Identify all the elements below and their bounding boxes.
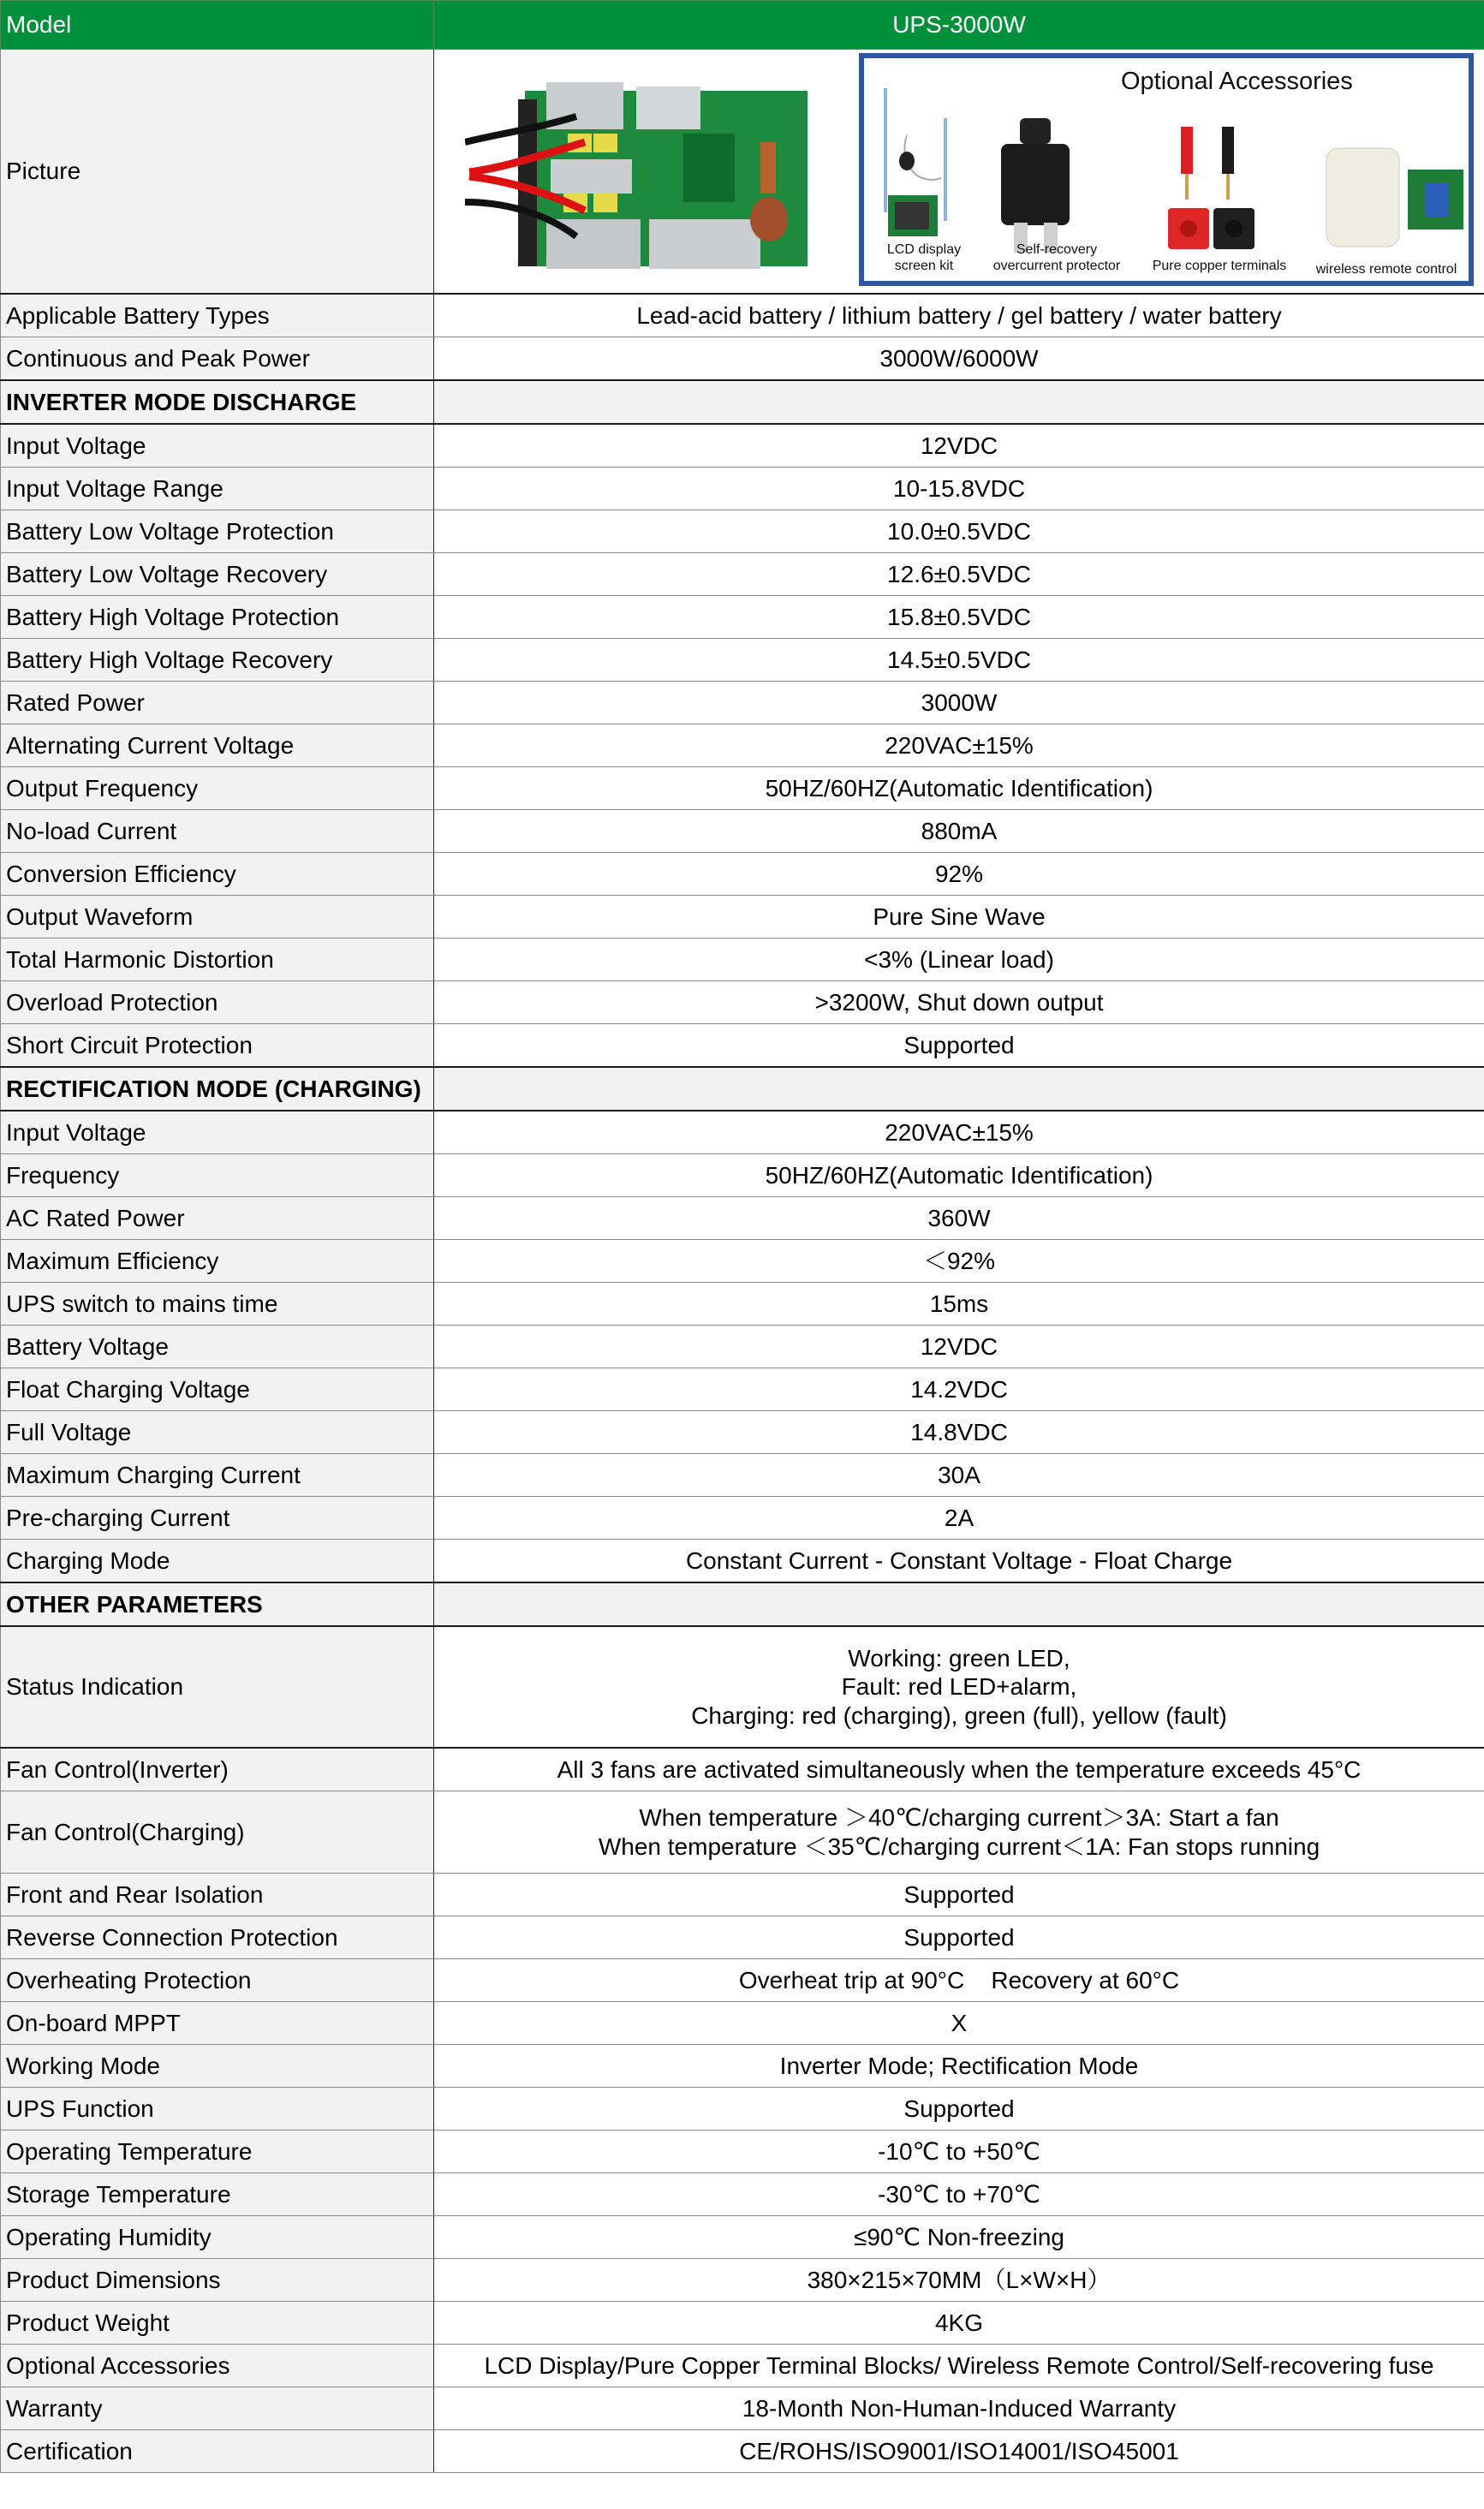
spec-row: [1, 853, 1484, 896]
section-inverter-mode-blank: [434, 380, 1484, 424]
spec-row: [1, 810, 1484, 853]
spec-row: [1, 2387, 1484, 2430]
product-dimensions-value: 380×215×70MM（L×W×H）: [434, 2259, 1484, 2302]
overheating-protection-value: Overheat trip at 90°C Recovery at 60°C: [434, 1959, 1484, 2002]
alternating-current-voltage-value: 220VAC±15%: [434, 724, 1484, 767]
rated-power-label: Rated Power: [1, 682, 434, 724]
section-rectification-mode: [1, 1067, 1484, 1111]
storage-temperature-value: -30℃ to +70℃: [434, 2173, 1484, 2216]
ac-rated-power-label: AC Rated Power: [1, 1197, 434, 1240]
output-waveform-value: Pure Sine Wave: [434, 896, 1484, 939]
battery-high-voltage-protection-label: Battery High Voltage Protection: [1, 596, 434, 639]
spec-row: [1, 2302, 1484, 2345]
battery-low-voltage-recovery-label: Battery Low Voltage Recovery: [1, 553, 434, 596]
ups-function-label: UPS Function: [1, 2088, 434, 2131]
warranty-value: 18-Month Non-Human-Induced Warranty: [434, 2387, 1484, 2430]
input-voltage-range-label: Input Voltage Range: [1, 468, 434, 510]
fan-control-charging-value: [434, 1791, 1484, 1874]
spec-row: [1, 1368, 1484, 1411]
front-and-rear-isolation-value: Supported: [434, 1874, 1484, 1916]
spec-row: [1, 639, 1484, 682]
spec-row: [1, 1959, 1484, 2002]
ups-function-value: Supported: [434, 2088, 1484, 2131]
certification-value: CE/ROHS/ISO9001/ISO14001/ISO45001: [434, 2430, 1484, 2473]
continuous-and-peak-power-value: 3000W/6000W: [434, 337, 1484, 381]
fan-control-charging-row: [1, 1791, 1484, 1874]
spec-row: [1, 1197, 1484, 1240]
output-frequency-value: 50HZ/60HZ(Automatic Identification): [434, 767, 1484, 810]
input-voltage-label: Input Voltage: [1, 1111, 434, 1154]
pre-charging-current-value: 2A: [434, 1497, 1484, 1540]
battery-high-voltage-recovery-value: 14.5±0.5VDC: [434, 639, 1484, 682]
input-voltage-range-value: 10-15.8VDC: [434, 468, 1484, 510]
spec-row: [1, 2131, 1484, 2173]
ac-rated-power-value: 360W: [434, 1197, 1484, 1240]
spec-row: [1, 1024, 1484, 1068]
continuous-and-peak-power-label: Continuous and Peak Power: [1, 337, 434, 381]
short-circuit-protection-label: Short Circuit Protection: [1, 1024, 434, 1068]
battery-high-voltage-recovery-label: Battery High Voltage Recovery: [1, 639, 434, 682]
warranty-label: Warranty: [1, 2387, 434, 2430]
spec-row: [1, 1454, 1484, 1497]
alternating-current-voltage-label: Alternating Current Voltage: [1, 724, 434, 767]
fan-control-charging-label: Fan Control(Charging): [1, 1791, 434, 1874]
battery-voltage-label: Battery Voltage: [1, 1326, 434, 1368]
spec-row: [1, 337, 1484, 381]
rated-power-value: 3000W: [434, 682, 1484, 724]
maximum-charging-current-value: 30A: [434, 1454, 1484, 1497]
storage-temperature-label: Storage Temperature: [1, 2173, 434, 2216]
front-and-rear-isolation-label: Front and Rear Isolation: [1, 1874, 434, 1916]
spec-row: [1, 294, 1484, 337]
spec-row: [1, 553, 1484, 596]
operating-humidity-value: ≤90℃ Non-freezing: [434, 2216, 1484, 2259]
no-load-current-value: 880mA: [434, 810, 1484, 853]
spec-row: [1, 1748, 1484, 1791]
applicable-battery-types-value: Lead-acid battery / lithium battery / gel battery / water battery: [434, 294, 1484, 337]
spec-row: [1, 1874, 1484, 1916]
overload-protection-label: Overload Protection: [1, 981, 434, 1024]
status-indication-line: Working: green LED,: [848, 1644, 1070, 1672]
circuit-breaker-icon: [992, 118, 1078, 255]
model-label: Model: [1, 1, 434, 50]
spec-row: [1, 1326, 1484, 1368]
status-indication-row: [1, 1626, 1484, 1748]
product-weight-label: Product Weight: [1, 2302, 434, 2345]
spec-row: [1, 682, 1484, 724]
picture-row: [1, 50, 1484, 295]
spec-row: [1, 767, 1484, 810]
section-other-parameters-blank: [434, 1582, 1484, 1626]
spec-row: [1, 2430, 1484, 2473]
input-voltage-label: Input Voltage: [1, 424, 434, 468]
battery-low-voltage-protection-label: Battery Low Voltage Protection: [1, 510, 434, 553]
optional-accessories-value: LCD Display/Pure Copper Terminal Blocks/ Wireless Remote Control/Self-recovering fuse: [434, 2345, 1484, 2387]
total-harmonic-distortion-label: Total Harmonic Distortion: [1, 939, 434, 981]
pre-charging-current-label: Pre-charging Current: [1, 1497, 434, 1540]
status-indication-line: Fault: red LED+alarm,: [841, 1673, 1077, 1701]
spec-row: [1, 1240, 1484, 1283]
spec-row: [1, 1411, 1484, 1454]
accessory-terminals-label: Pure copper terminals: [1152, 259, 1287, 273]
operating-temperature-value: -10℃ to +50℃: [434, 2131, 1484, 2173]
short-circuit-protection-value: Supported: [434, 1024, 1484, 1068]
spec-row: [1, 1497, 1484, 1540]
spec-row: [1, 896, 1484, 939]
section-inverter-mode-title: INVERTER MODE DISCHARGE: [1, 380, 434, 424]
spec-row: [1, 1283, 1484, 1326]
section-inverter-mode: [1, 380, 1484, 424]
full-voltage-label: Full Voltage: [1, 1411, 434, 1454]
product-dimensions-label: Product Dimensions: [1, 2259, 434, 2302]
spec-row: [1, 724, 1484, 767]
spec-row: [1, 2045, 1484, 2088]
output-frequency-label: Output Frequency: [1, 767, 434, 810]
battery-low-voltage-recovery-value: 12.6±0.5VDC: [434, 553, 1484, 596]
section-other-parameters: [1, 1582, 1484, 1626]
charging-mode-value: Constant Current - Constant Voltage - Float Charge: [434, 1540, 1484, 1583]
conversion-efficiency-value: 92%: [434, 853, 1484, 896]
frequency-value: 50HZ/60HZ(Automatic Identification): [434, 1154, 1484, 1197]
accessory-lcd-line1: LCD display: [886, 242, 962, 257]
lcd-display-kit-icon: [873, 84, 958, 238]
overheating-protection-label: Overheating Protection: [1, 1959, 434, 2002]
on-board-mppt-label: On-board MPPT: [1, 2002, 434, 2045]
accessory-breaker-line2: overcurrent protector: [992, 259, 1121, 273]
spec-row: [1, 468, 1484, 510]
model-header-row: [1, 1, 1484, 50]
accessory-lcd-line2: screen kit: [894, 259, 954, 273]
ups-switch-to-mains-time-value: 15ms: [434, 1283, 1484, 1326]
full-voltage-value: 14.8VDC: [434, 1411, 1484, 1454]
accessories-panel: [859, 53, 1474, 286]
total-harmonic-distortion-value: <3% (Linear load): [434, 939, 1484, 981]
spec-row: [1, 1154, 1484, 1197]
battery-voltage-value: 12VDC: [434, 1326, 1484, 1368]
accessories-title: Optional Accessories: [1121, 68, 1353, 95]
spec-row: [1, 939, 1484, 981]
float-charging-voltage-label: Float Charging Voltage: [1, 1368, 434, 1411]
status-indication-value: [434, 1626, 1484, 1748]
picture-cell: [434, 50, 1484, 295]
applicable-battery-types-label: Applicable Battery Types: [1, 294, 434, 337]
conversion-efficiency-label: Conversion Efficiency: [1, 853, 434, 896]
battery-high-voltage-protection-value: 15.8±0.5VDC: [434, 596, 1484, 639]
section-rectification-mode-blank: [434, 1067, 1484, 1111]
spec-row: [1, 1916, 1484, 1959]
overload-protection-value: >3200W, Shut down output: [434, 981, 1484, 1024]
reverse-connection-protection-value: Supported: [434, 1916, 1484, 1959]
frequency-label: Frequency: [1, 1154, 434, 1197]
fan-control-inverter-value: All 3 fans are activated simultaneously when the temperature exceeds 45°C: [434, 1748, 1484, 1791]
accessory-lcd-kit: [873, 241, 975, 274]
operating-temperature-label: Operating Temperature: [1, 2131, 434, 2173]
accessory-terminals: [1138, 258, 1301, 274]
working-mode-label: Working Mode: [1, 2045, 434, 2088]
input-voltage-value: 220VAC±15%: [434, 1111, 1484, 1154]
output-waveform-label: Output Waveform: [1, 896, 434, 939]
ups-switch-to-mains-time-label: UPS switch to mains time: [1, 1283, 434, 1326]
section-other-parameters-title: OTHER PARAMETERS: [1, 1582, 434, 1626]
spec-row: [1, 2002, 1484, 2045]
fan-control-charging-line: When temperature ＞40℃/charging current＞3A: Start a fan: [639, 1803, 1279, 1831]
maximum-charging-current-label: Maximum Charging Current: [1, 1454, 434, 1497]
copper-terminals-icon: [1164, 122, 1266, 251]
inverter-pcb-image: [465, 82, 816, 271]
accessory-breaker-line1: Self-recovery: [1016, 242, 1098, 257]
spec-row: [1, 510, 1484, 553]
spec-row: [1, 1540, 1484, 1583]
spec-row: [1, 596, 1484, 639]
fan-control-charging-line: When temperature ＜35℃/charging current＜1A: Fan stops running: [598, 1833, 1320, 1860]
model-value: UPS-3000W: [434, 1, 1484, 50]
no-load-current-label: No-load Current: [1, 810, 434, 853]
fan-control-inverter-label: Fan Control(Inverter): [1, 1748, 434, 1791]
float-charging-voltage-value: 14.2VDC: [434, 1368, 1484, 1411]
battery-low-voltage-protection-value: 10.0±0.5VDC: [434, 510, 1484, 553]
operating-humidity-label: Operating Humidity: [1, 2216, 434, 2259]
maximum-efficiency-value: ＜92%: [434, 1240, 1484, 1283]
accessory-remote-label: wireless remote control: [1315, 262, 1457, 277]
maximum-efficiency-label: Maximum Efficiency: [1, 1240, 434, 1283]
accessory-remote: [1305, 261, 1468, 277]
input-voltage-value: 12VDC: [434, 424, 1484, 468]
status-indication-line: Charging: red (charging), green (full), yellow (fault): [691, 1701, 1227, 1729]
section-rectification-mode-title: RECTIFICATION MODE (CHARGING): [1, 1067, 434, 1111]
spec-row: [1, 2173, 1484, 2216]
status-indication-label: Status Indication: [1, 1626, 434, 1748]
picture-label: Picture: [1, 50, 434, 295]
optional-accessories-label: Optional Accessories: [1, 2345, 434, 2387]
reverse-connection-protection-label: Reverse Connection Protection: [1, 1916, 434, 1959]
spec-row: [1, 2216, 1484, 2259]
wireless-remote-icon: [1309, 140, 1468, 251]
spec-row: [1, 424, 1484, 468]
on-board-mppt-value: X: [434, 2002, 1484, 2045]
accessory-breaker: [980, 241, 1134, 274]
spec-row: [1, 981, 1484, 1024]
charging-mode-label: Charging Mode: [1, 1540, 434, 1583]
spec-row: [1, 2345, 1484, 2387]
certification-label: Certification: [1, 2430, 434, 2473]
product-weight-value: 4KG: [434, 2302, 1484, 2345]
spec-row: [1, 1111, 1484, 1154]
working-mode-value: Inverter Mode; Rectification Mode: [434, 2045, 1484, 2088]
spec-row: [1, 2088, 1484, 2131]
spec-row: [1, 2259, 1484, 2302]
